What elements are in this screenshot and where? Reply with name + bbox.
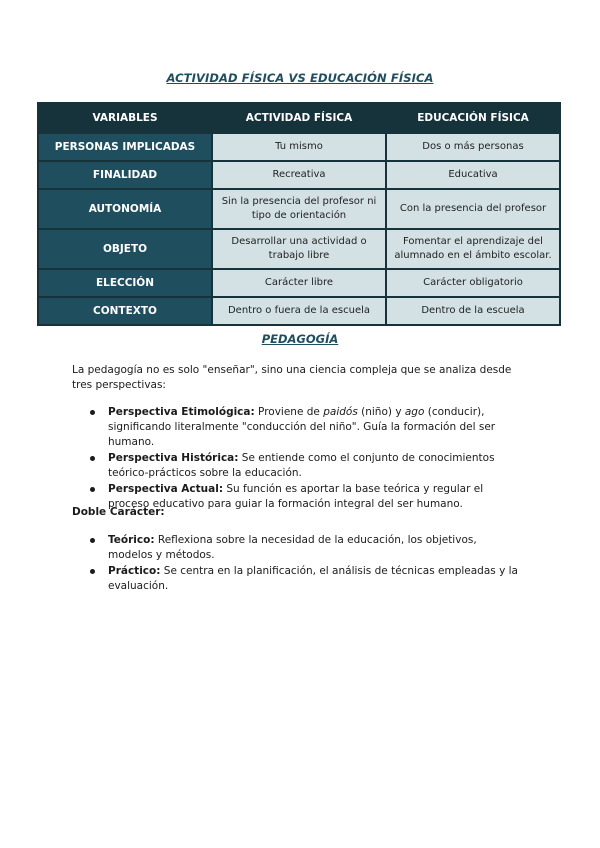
- table-row: [38, 297, 560, 325]
- actividad-cell: Recreativa: [212, 161, 386, 189]
- actividad-cell: Dentro o fuera de la escuela: [212, 297, 386, 325]
- bullet-icon: [90, 410, 95, 415]
- variable-cell: PERSONAS IMPLICADAS: [38, 133, 212, 161]
- actividad-cell: Desarrollar una actividad o trabajo libre: [212, 229, 386, 269]
- actividad-cell: Carácter libre: [212, 269, 386, 297]
- intro-paragraph: La pedagogía no es solo "enseñar", sino una ciencia compleja que se analiza desde tres perspectivas:: [72, 364, 512, 391]
- section-title-pedagogia: PEDAGOGÍA: [261, 332, 339, 346]
- item-term: paidós: [323, 406, 358, 418]
- item-text: (conducir), significando literalmente "conducción del niño". Guía la formación del ser humano.: [108, 406, 496, 448]
- table-row: [38, 229, 560, 269]
- document-title: ACTIVIDAD FÍSICA VS EDUCACIÓN FÍSICA: [166, 71, 434, 85]
- list-item: [90, 451, 522, 481]
- variable-cell: FINALIDAD: [38, 161, 212, 189]
- item-term: ago: [404, 406, 425, 418]
- table-row: [38, 133, 560, 161]
- bullet-icon: [90, 569, 95, 574]
- item-text: Se centra en la planificación, el análisis de técnicas empleadas y la evaluación.: [108, 565, 518, 592]
- educacion-cell: Fomentar el aprendizaje del alumnado en el ámbito escolar.: [386, 229, 560, 269]
- list-item: [90, 564, 522, 594]
- comparison-table: [37, 102, 561, 326]
- item-label: Perspectiva Etimológica:: [108, 406, 255, 418]
- item-label: Perspectiva Histórica:: [108, 452, 239, 464]
- doble-caracter-heading: Doble Carácter:: [72, 506, 165, 518]
- educacion-cell: Carácter obligatorio: [386, 269, 560, 297]
- table-header-row: [38, 103, 560, 133]
- educacion-cell: Con la presencia del profesor: [386, 189, 560, 229]
- header-educacion-fisica: EDUCACIÓN FÍSICA: [386, 103, 560, 133]
- item-text: Su función es aportar la base teórica y regular el proceso educativo para guiar la formación integral del ser humano.: [108, 483, 484, 510]
- list-item: [90, 533, 522, 563]
- actividad-cell: Sin la presencia del profesor ni tipo de orientación: [212, 189, 386, 229]
- header-variables: VARIABLES: [38, 103, 212, 133]
- list-item: [90, 405, 522, 450]
- item-text: Se entiende como el conjunto de conocimientos teórico-prácticos sobre la educación.: [108, 452, 495, 479]
- actividad-cell: Tu mismo: [212, 133, 386, 161]
- educacion-cell: Educativa: [386, 161, 560, 189]
- educacion-cell: Dentro de la escuela: [386, 297, 560, 325]
- educacion-cell: Dos o más personas: [386, 133, 560, 161]
- item-text: (niño) y: [357, 406, 405, 418]
- bullet-icon: [90, 456, 95, 461]
- caracter-list: [90, 533, 522, 595]
- table-row: [38, 189, 560, 229]
- item-label: Teórico:: [108, 534, 155, 546]
- table-row: [38, 161, 560, 189]
- header-actividad-fisica: ACTIVIDAD FÍSICA: [212, 103, 386, 133]
- item-text: Proviene de: [254, 406, 324, 418]
- bullet-icon: [90, 487, 95, 492]
- variable-cell: ELECCIÓN: [38, 269, 212, 297]
- variable-cell: CONTEXTO: [38, 297, 212, 325]
- table-row: [38, 269, 560, 297]
- item-label: Práctico:: [108, 565, 161, 577]
- item-label: Perspectiva Actual:: [108, 483, 224, 495]
- perspectivas-list: [90, 405, 522, 513]
- variable-cell: AUTONOMÍA: [38, 189, 212, 229]
- bullet-icon: [90, 538, 95, 543]
- item-text: Reflexiona sobre la necesidad de la educación, los objetivos, modelos y métodos.: [108, 534, 477, 561]
- variable-cell: OBJETO: [38, 229, 212, 269]
